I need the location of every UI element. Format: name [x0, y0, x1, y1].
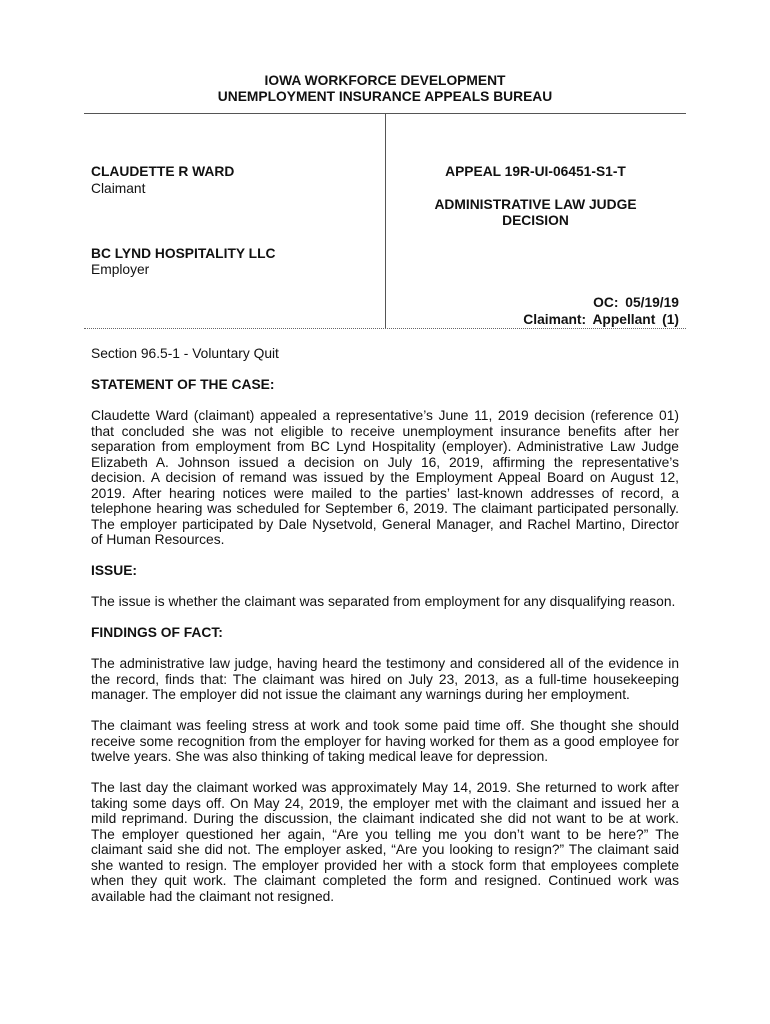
text-line: The administrative law judge, having heard the testimony and considered all of the evidence in: [91, 656, 679, 671]
text-line: The last day the claimant worked was approximately May 14, 2019. She returned to work after: [91, 780, 679, 795]
text-line: she wanted to resign. The employer provided her with a stock form that employees complete: [91, 857, 679, 873]
text-line: mild reprimand. During the discussion, the claimant indicated she did not want to be at work.: [91, 811, 679, 826]
text-line: Elizabeth A. Johnson issued a decision on July 16, 2019, affirming the representative’s: [91, 454, 679, 470]
text-line: taking some days off. On May 24, 2019, the employer met with the claimant and issued her a: [91, 795, 679, 811]
employer-name: BC LYND HOSPITALITY LLC: [91, 246, 276, 261]
text-line: claimant said she did not. The employer asked, “Are you looking to resign?” The claimant said: [91, 842, 679, 857]
text-line: the record, finds that: The claimant was hired on July 23, 2013, as a full-time housekeeping: [91, 671, 679, 687]
text-line: Claudette Ward (claimant) appealed a representative’s June 11, 2019 decision (reference 01): [91, 408, 679, 423]
issue-heading: ISSUE:: [91, 563, 137, 578]
section-reference: Section 96.5-1 - Voluntary Quit: [91, 346, 279, 361]
text-line: of Human Resources.: [91, 532, 225, 547]
issue-text: The issue is whether the claimant was separated from employment for any disqualifying reason.: [91, 594, 676, 609]
text-line: available had the claimant not resigned.: [91, 888, 335, 904]
findings-paragraph: [91, 780, 679, 904]
text-line: separation from employment from BC Lynd Hospitality (employer). Administrative Law Judge: [91, 439, 679, 454]
decision-body: [91, 346, 679, 920]
decision-title-line2: DECISION: [502, 213, 569, 228]
text-line: when they quit work. The claimant completed the form and resigned. Continued work was: [91, 873, 679, 888]
findings-paragraph: [91, 656, 679, 703]
findings-heading: FINDINGS OF FACT:: [91, 625, 223, 640]
text-line: decision. A decision of remand was issued by the Employment Appeal Board on August 12,: [91, 470, 679, 485]
text-line: telephone hearing was scheduled for September 6, 2019. The claimant participated personally.: [91, 501, 679, 516]
text-line: receive some recognition from the employer for having worked for them as a good employee for: [91, 733, 679, 749]
text-line: that concluded she was not eligible to receive unemployment insurance benefits after her: [91, 423, 679, 439]
claimant-name: CLAUDETTE R WARD: [91, 164, 235, 179]
appellant-label: Claimant: Appellant (1): [523, 312, 679, 327]
agency-name: IOWA WORKFORCE DEVELOPMENT: [264, 73, 506, 88]
appeal-number: APPEAL 19R-UI-06451-S1-T: [445, 164, 626, 179]
document-header: [0, 73, 770, 105]
bureau-name: UNEMPLOYMENT INSURANCE APPEALS BUREAU: [217, 89, 553, 104]
text-line: The employer participated by Dale Nysetvold, General Manager, and Rachel Martino, Director: [91, 516, 679, 532]
text-line: The claimant was feeling stress at work and took some paid time off. She thought she should: [91, 718, 679, 733]
statement-heading: STATEMENT OF THE CASE:: [91, 377, 275, 392]
claimant-role: Claimant: [91, 181, 146, 196]
oc-date: OC: 05/19/19: [593, 295, 679, 310]
text-line: The employer questioned her again, “Are you telling me you don’t want to be here?” The: [91, 826, 679, 842]
text-line: manager. The employer did not issue the claimant any warnings during her employment.: [91, 687, 630, 702]
findings-paragraph: [91, 718, 679, 765]
decision-title-line1: ADMINISTRATIVE LAW JUDGE: [434, 197, 637, 212]
statement-paragraph: [91, 408, 679, 548]
employer-role: Employer: [91, 262, 150, 277]
caption-bottom-rule: [84, 328, 686, 329]
text-line: 2019. After hearing notices were mailed to the parties’ last-known addresses of record, a: [91, 485, 679, 501]
text-line: twelve years. She was also thinking of taking medical leave for depression.: [91, 749, 549, 764]
